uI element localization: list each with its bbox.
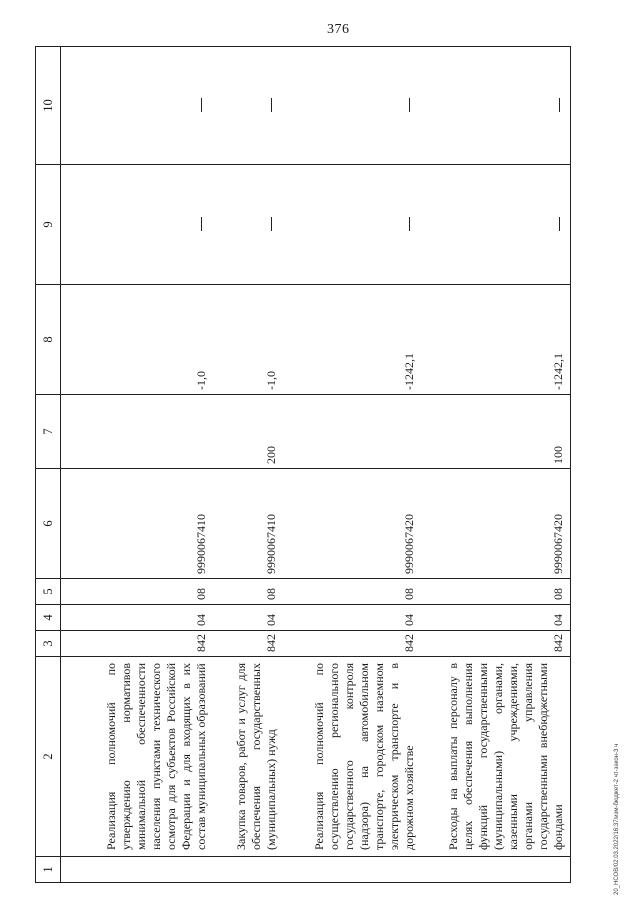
document-footer-note: 20_НСОВ/02.03.2022/16:37/изм-бюджет-2 чт-закон-3 ч [614, 743, 620, 895]
col-header-5: 5 [36, 579, 61, 605]
dash-mark [271, 218, 272, 232]
row-name: Реализация полномочий по осуществлению регионального государственного контроля (надзора) на автомобильном транспорте, городском наземном электрическом транспорте и в дорожном хозяйстве [283, 657, 421, 857]
row-cell-1 [283, 857, 421, 883]
dash-mark [559, 99, 560, 113]
row-code-section: 04 [421, 605, 571, 631]
row-expense-type [283, 395, 421, 469]
table-row [421, 47, 571, 883]
row-col10-dash [283, 47, 421, 165]
row-code-grbs: 842 [61, 631, 213, 657]
row-col9-dash [283, 165, 421, 285]
col-header-6: 6 [36, 469, 61, 579]
row-target-article: 9990067410 [61, 469, 213, 579]
dash-mark [201, 99, 202, 113]
col-header-4: 4 [36, 605, 61, 631]
row-col9-dash [421, 165, 571, 285]
row-col10-dash [213, 47, 283, 165]
row-amount: -1,0 [61, 285, 213, 395]
row-col10-dash [421, 47, 571, 165]
row-expense-type [61, 395, 213, 469]
col-header-3: 3 [36, 631, 61, 657]
col-header-1: 1 [36, 857, 61, 883]
budget-table [35, 46, 571, 883]
dash-mark [559, 218, 560, 232]
row-amount: -1,0 [213, 285, 283, 395]
row-code-subsection: 08 [213, 579, 283, 605]
dash-mark [409, 99, 410, 113]
rotated-budget-table-wrapper [35, 47, 590, 883]
table-header-row [36, 47, 61, 883]
row-cell-1 [61, 857, 213, 883]
row-amount: -1242,1 [421, 285, 571, 395]
row-col10-dash [61, 47, 213, 165]
row-code-grbs: 842 [421, 631, 571, 657]
row-code-subsection: 08 [421, 579, 571, 605]
col-header-9: 9 [36, 165, 61, 285]
row-expense-type: 200 [213, 395, 283, 469]
page-number: 376 [327, 22, 350, 37]
col-header-8: 8 [36, 285, 61, 395]
row-target-article: 9990067420 [283, 469, 421, 579]
col-header-2: 2 [36, 657, 61, 857]
row-amount: -1242,1 [283, 285, 421, 395]
col-header-7: 7 [36, 395, 61, 469]
dash-mark [201, 218, 202, 232]
row-target-article: 9990067420 [421, 469, 571, 579]
dash-mark [409, 218, 410, 232]
row-cell-1 [421, 857, 571, 883]
row-code-section: 04 [283, 605, 421, 631]
row-name: Закупка товаров, работ и услуг для обеспечения государственных (муниципальных) нужд [213, 657, 283, 857]
row-target-article: 9990067410 [213, 469, 283, 579]
row-name: Расходы на выплаты персоналу в целях обеспечения выполнения функций государственными (муниципальными) органами, казенными учреждениями, органами управления государственными внебюджетными фондами [421, 657, 571, 857]
row-name: Реализация полномочий по утверждению нормативов минимальной обеспеченности населения пунктами технического осмотра для субъектов Российской Федерации и для входящих в их состав муниципальных образований [61, 657, 213, 857]
row-cell-1 [213, 857, 283, 883]
dash-mark [271, 99, 272, 113]
table-row [213, 47, 283, 883]
col-header-10: 10 [36, 47, 61, 165]
row-expense-type: 100 [421, 395, 571, 469]
table-row [283, 47, 421, 883]
row-code-section: 04 [61, 605, 213, 631]
row-col9-dash [213, 165, 283, 285]
row-code-grbs: 842 [213, 631, 283, 657]
row-code-subsection: 08 [61, 579, 213, 605]
row-col9-dash [61, 165, 213, 285]
table-row [61, 47, 213, 883]
row-code-subsection: 08 [283, 579, 421, 605]
row-code-grbs: 842 [283, 631, 421, 657]
row-code-section: 04 [213, 605, 283, 631]
